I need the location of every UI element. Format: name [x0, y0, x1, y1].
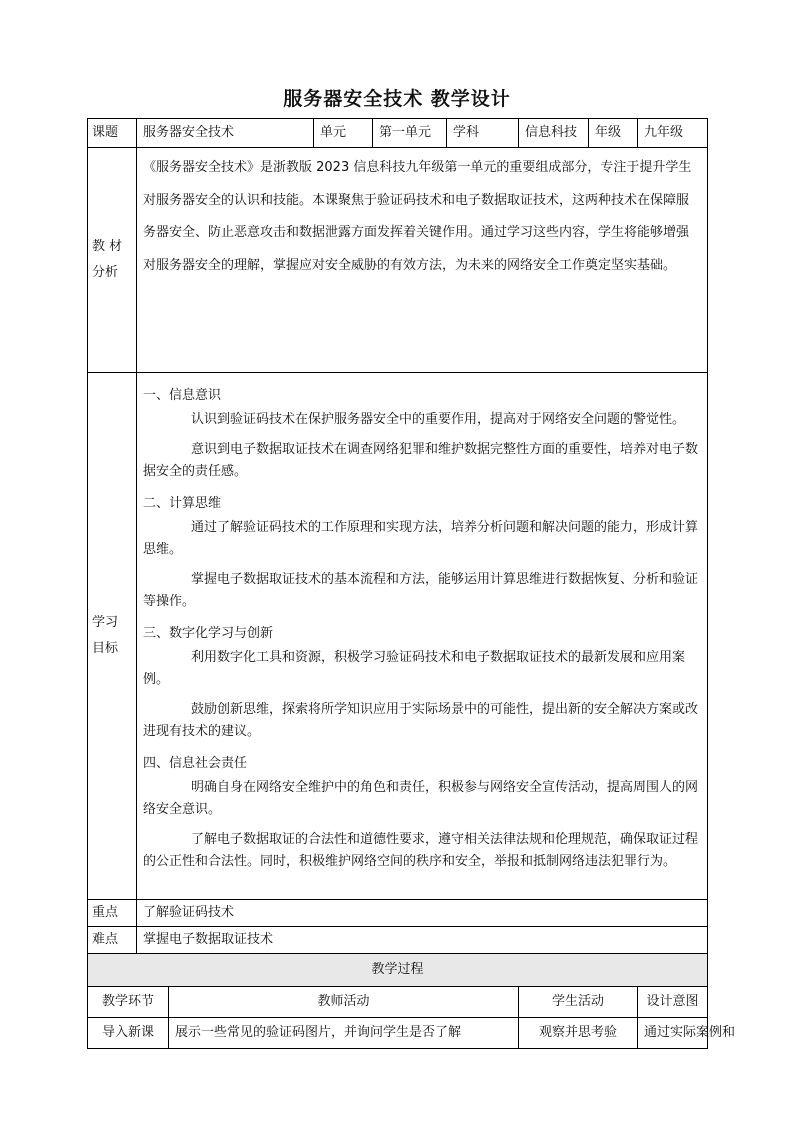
goal-section-social-responsibility — [143, 751, 701, 873]
difficulty-text: 掌握电子数据取证技术 — [137, 927, 708, 954]
column-header: 教师活动 — [169, 987, 519, 1018]
process-heading-row — [88, 954, 708, 987]
unit-label: 单元 — [314, 119, 373, 148]
goal-paragraph: 通过了解验证码技术的工作原理和实现方法，培养分析问题和解决问题的能力，形成计算思维。 — [143, 520, 699, 557]
goals-content — [137, 373, 708, 900]
document-title: 服务器安全技术 教学设计 — [283, 88, 511, 110]
analysis-row — [88, 148, 708, 373]
analysis-text: 《服务器安全技术》是浙教版 2023 信息科技九年级第一单元的重要组成部分，专注于提升学生对服务器安全的认识和技能。本课聚焦于验证码技术和电子数据取证技术，这两种技术在保障服务器安全、防止恶意攻击和数据泄露方面发挥着关键作用。通过学习这些内容，学生将能够增强对服务器安全的理解，掌握应对安全威胁的有效方法，为未来的网络安全工作奠定坚实基础。 — [137, 148, 708, 373]
goals-label — [88, 373, 137, 900]
goal-section-digital-learning — [143, 621, 701, 743]
goals-row — [88, 373, 708, 900]
goal-paragraph: 利用数字化工具和资源，积极学习验证码技术和电子数据取证技术的最新发展和应用案例。 — [143, 650, 686, 687]
grade-label: 年级 — [589, 119, 638, 148]
subject-value: 信息科技 — [519, 119, 589, 148]
table-row — [88, 1018, 708, 1049]
analysis-label-line1: 教 材 — [92, 239, 123, 254]
analysis-label-line2: 分析 — [92, 265, 119, 280]
key-point-text: 了解验证码技术 — [137, 900, 708, 927]
goal-heading: 一、信息意识 — [143, 388, 222, 403]
process-columns-row — [88, 987, 708, 1018]
goal-paragraph: 明确自身在网络安全维护中的角色和责任，积极参与网络安全宣传活动，提高周围人的网络安全意识。 — [143, 780, 699, 817]
goal-paragraph: 认识到验证码技术在保护服务器安全中的重要作用，提高对于网络安全问题的警觉性。 — [191, 412, 686, 427]
goal-heading: 三、数字化学习与创新 — [143, 626, 274, 641]
topic-label: 课题 — [88, 119, 137, 148]
key-point-label: 重点 — [88, 900, 137, 927]
design-intent-cell: 通过实际案例和 — [638, 1018, 708, 1049]
goal-paragraph: 了解电子数据取证的合法性和道德性要求，遵守相关法律法规和伦理规范，确保取证过程的公正性和合法性。同时，积极维护网络空间的秩序和安全，举报和抵制网络违法犯罪行为。 — [143, 832, 699, 869]
column-header: 学生活动 — [519, 987, 638, 1018]
goals-label-line1: 学习 — [92, 615, 119, 630]
goal-paragraph: 掌握电子数据取证技术的基本流程和方法，能够运用计算思维进行数据恢复、分析和验证等操作。 — [143, 572, 699, 609]
goal-paragraph: 鼓励创新思维，探索将所学知识应用于实际场景中的可能性，提出新的安全解决方案或改进现有技术的建议。 — [143, 702, 699, 739]
stage-cell: 导入新课 — [88, 1018, 169, 1049]
student-activity-cell: 观察并思考验 — [519, 1018, 638, 1049]
difficulty-label: 难点 — [88, 927, 137, 954]
key-point-row — [88, 900, 708, 927]
difficulty-row — [88, 927, 708, 954]
column-header: 教学环节 — [88, 987, 169, 1018]
goal-heading: 二、计算思维 — [143, 496, 222, 511]
process-heading: 教学过程 — [88, 954, 708, 987]
subject-label: 学科 — [447, 119, 519, 148]
unit-value: 第一单元 — [373, 119, 447, 148]
goal-paragraph: 意识到电子数据取证技术在调查网络犯罪和维护数据完整性方面的重要性，培养对电子数据安全的责任感。 — [143, 442, 699, 479]
teacher-activity-cell: 展示一些常见的验证码图片，并询问学生是否了解 — [169, 1018, 519, 1049]
column-header: 设计意图 — [638, 987, 708, 1018]
topic-value: 服务器安全技术 — [137, 119, 314, 148]
goals-label-line2: 目标 — [92, 641, 119, 656]
analysis-label — [88, 148, 137, 373]
lesson-plan-table — [87, 118, 736, 1049]
meta-row — [88, 119, 708, 148]
goal-section-computational-thinking — [143, 491, 701, 613]
goal-heading: 四、信息社会责任 — [143, 756, 248, 771]
goal-section-information-awareness — [143, 383, 701, 483]
grade-value: 九年级 — [638, 119, 708, 148]
